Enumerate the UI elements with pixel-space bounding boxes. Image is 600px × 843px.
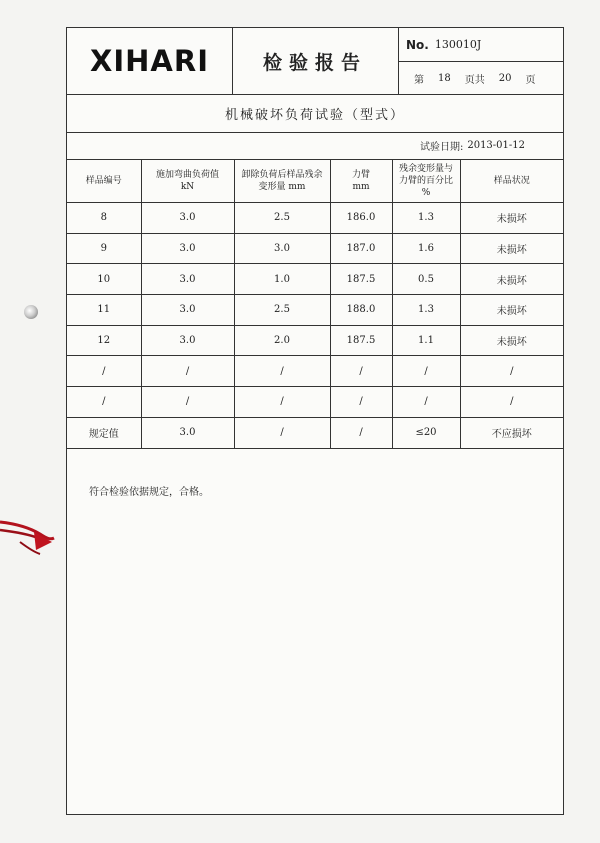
table-cell: 8 [67, 203, 141, 234]
table-row [67, 356, 563, 387]
table-cell: 11 [67, 295, 141, 326]
table-cell: / [234, 387, 330, 418]
table-cell: 3.0 [141, 203, 234, 234]
table-cell: 3.0 [141, 233, 234, 264]
column-header-text: mm [352, 182, 370, 192]
table-cell: / [392, 387, 460, 418]
table-cell: 不应损坏 [460, 417, 563, 448]
page-total: 20 [498, 72, 512, 84]
table-cell: / [392, 356, 460, 387]
test-date-value: 2013-01-12 [467, 140, 525, 151]
page-indicator [398, 62, 563, 94]
company-logo: XIHARI [67, 28, 233, 94]
table-row [67, 325, 563, 356]
report-number-label: No. [406, 37, 429, 52]
table-cell: 1.6 [392, 233, 460, 264]
column-header-text: kN [180, 182, 195, 192]
table-cell: / [67, 387, 141, 418]
table-cell: 12 [67, 325, 141, 356]
column-header [330, 160, 392, 203]
table-cell: 2.5 [234, 295, 330, 326]
table-cell: 未损坏 [460, 233, 563, 264]
page-suffix: 页 [525, 74, 536, 86]
test-date-label: 试验日期: [419, 142, 464, 153]
table-cell: / [460, 387, 563, 418]
page-current: 18 [438, 72, 451, 84]
column-header [460, 160, 563, 203]
table-cell: / [234, 356, 330, 387]
column-header-text: 样品状况 [493, 176, 530, 186]
report-number [398, 28, 563, 62]
table-cell: 9 [67, 233, 141, 264]
table-cell: / [67, 356, 141, 387]
table-cell: 未损坏 [460, 295, 563, 326]
table-row [67, 233, 563, 264]
table-cell: 未损坏 [460, 203, 563, 234]
table-cell: / [330, 417, 392, 448]
table-cell: 规定值 [67, 417, 141, 448]
report-header [67, 28, 563, 95]
binding-cord [0, 514, 60, 558]
table-cell: 3.0 [141, 417, 234, 448]
table-cell: / [141, 387, 234, 418]
table-cell: 10 [67, 264, 141, 295]
column-header-text: 施加弯曲负荷值 [155, 170, 219, 180]
table-cell: 2.5 [234, 203, 330, 234]
report-title: 检验报告 [232, 28, 399, 94]
column-header-text: 卸除负荷后样品残余 [241, 170, 323, 180]
table-cell: / [141, 356, 234, 387]
report-meta [398, 28, 563, 94]
table-cell: 0.5 [392, 264, 460, 295]
table-cell: 187.5 [330, 264, 392, 295]
test-date-row [67, 132, 563, 160]
table-cell: 188.0 [330, 295, 392, 326]
table-cell: 3.0 [234, 233, 330, 264]
column-header [234, 160, 330, 203]
table-cell: 187.5 [330, 325, 392, 356]
column-header-text: % [421, 188, 431, 198]
column-header [141, 160, 234, 203]
table-cell: 未损坏 [460, 325, 563, 356]
table-cell: 3.0 [141, 295, 234, 326]
table-row [67, 387, 563, 418]
binding-hole [24, 305, 38, 319]
table-cell: 2.0 [234, 325, 330, 356]
table-cell: / [330, 356, 392, 387]
report-sheet [66, 27, 564, 815]
page-prefix: 第 [414, 74, 424, 86]
table-cell: / [330, 387, 392, 418]
column-header-text: 样品编号 [85, 176, 122, 186]
column-header [392, 160, 460, 203]
table-cell: 1.3 [392, 295, 460, 326]
table-row [67, 417, 563, 448]
table-body [67, 203, 563, 449]
column-header-text: 力臂 [351, 170, 370, 180]
table-header-row [67, 160, 563, 203]
column-header-text: 残余变形量与 [398, 164, 453, 174]
table-cell: 186.0 [330, 203, 392, 234]
table-cell: ≤20 [392, 417, 460, 448]
column-header-text: 变形量 mm [258, 182, 306, 192]
column-header [67, 160, 141, 203]
table-row [67, 264, 563, 295]
table-cell: 1.0 [234, 264, 330, 295]
results-table [67, 160, 563, 449]
table-cell: 3.0 [141, 325, 234, 356]
table-cell: 187.0 [330, 233, 392, 264]
report-number-value: 130010J [434, 38, 482, 51]
table-row [67, 295, 563, 326]
table-cell: 3.0 [141, 264, 234, 295]
table-cell: 未损坏 [460, 264, 563, 295]
table-cell: 1.1 [392, 325, 460, 356]
table-row [67, 203, 563, 234]
column-header-text: 力臂的百分比 [398, 176, 453, 186]
table-cell: / [460, 356, 563, 387]
table-cell: 1.3 [392, 203, 460, 234]
test-title: 机械破坏负荷试验（型式） [67, 94, 563, 133]
table-cell: / [234, 417, 330, 448]
conclusion-text: 符合检验依据规定，合格。 [89, 487, 209, 498]
page-mid: 页共 [464, 74, 485, 86]
